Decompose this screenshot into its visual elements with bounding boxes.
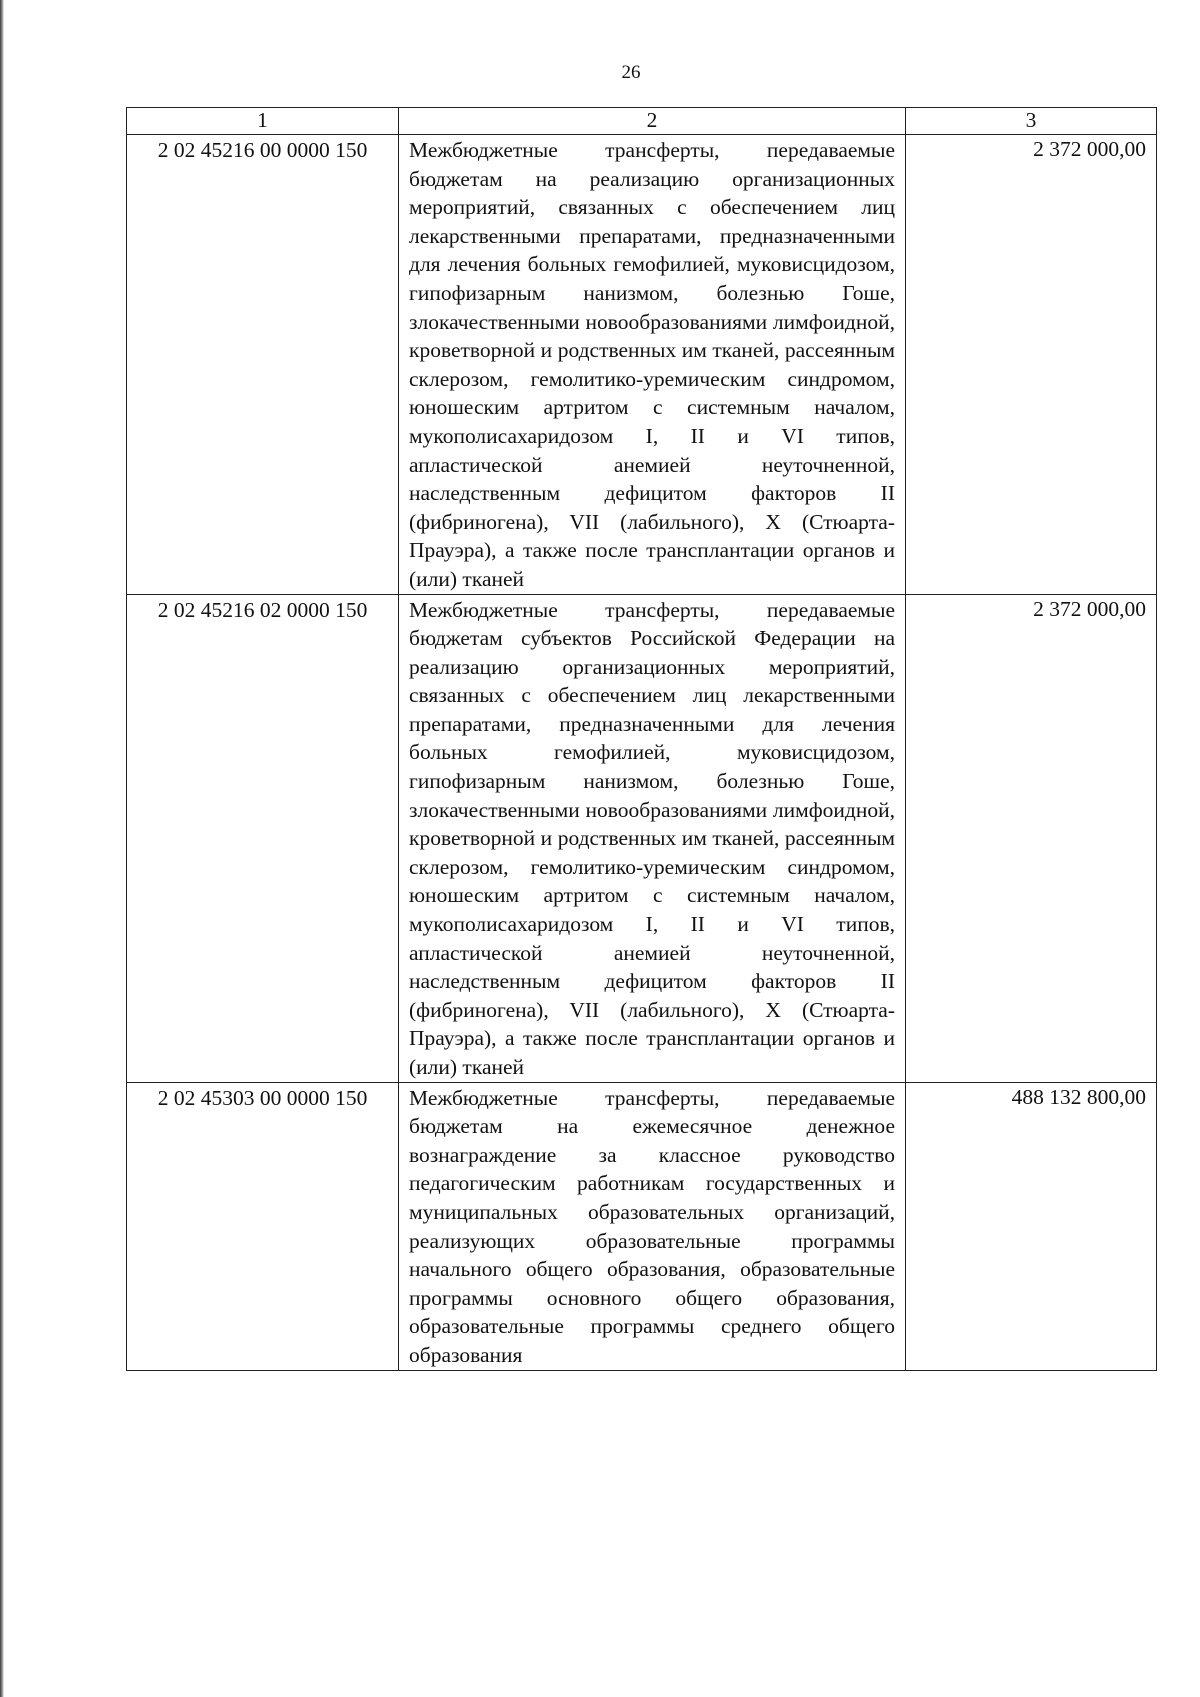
table-row: [127, 594, 1157, 1082]
amount: 488 132 800,00: [906, 1082, 1157, 1370]
column-header-1: 1: [127, 108, 399, 135]
table-body: [127, 135, 1157, 1371]
table-row: [127, 135, 1157, 595]
column-header-2: 2: [399, 108, 906, 135]
page-number: 26: [621, 62, 641, 83]
budget-code: 2 02 45216 00 0000 150: [127, 135, 399, 595]
table-row: [127, 1082, 1157, 1370]
budget-code: 2 02 45216 02 0000 150: [127, 594, 399, 1082]
transfer-description: Межбюджетные трансферты, передаваемые бюджетам на ежемесячное денежное вознаграждение за классное руководство педагогическим работникам государственных и муниципальных образовательных организаций, реализующих образовательные программы начального общего образования, образовательные программы основного общего образования, образовательные программы среднего общего образования: [399, 1082, 906, 1370]
table-header: [127, 108, 1157, 135]
scan-edge: [0, 0, 4, 1697]
transfer-description: Межбюджетные трансферты, передаваемые бюджетам на реализацию организационных мероприятий, связанных с обеспечением лиц лекарственными препаратами, предназначенными для лечения больных гемофилией, муковисцидозом, гипофизарным нанизмом, болезнью Гоше, злокачественными новообразованиями лимфоидной, кроветворной и родственных им тканей, рассеянным склерозом, гемолитико-уремическим синдромом, юношеским артритом с системным началом, мукополисахаридозом I, II и VI типов, апластической анемией неуточненной, наследственным дефицитом факторов II (фибриногена), VII (лабильного), X (Стюарта-Прауэра), а также после трансплантации органов и (или) тканей: [399, 135, 906, 595]
transfer-description: Межбюджетные трансферты, передаваемые бюджетам субъектов Российской Федерации на реализацию организационных мероприятий, связанных с обеспечением лиц лекарственными препаратами, предназначенными для лечения больных гемофилией, муковисцидозом, гипофизарным нанизмом, болезнью Гоше, злокачественными новообразованиями лимфоидной, кроветворной и родственных им тканей, рассеянным склерозом, гемолитико-уремическим синдромом, юношеским артритом с системным началом, мукополисахаридозом I, II и VI типов, апластической анемией неуточненной, наследственным дефицитом факторов II (фибриногена), VII (лабильного), X (Стюарта-Прауэра), а также после трансплантации органов и (или) тканей: [399, 594, 906, 1082]
budget-code: 2 02 45303 00 0000 150: [127, 1082, 399, 1370]
amount: 2 372 000,00: [906, 594, 1157, 1082]
column-header-3: 3: [906, 108, 1157, 135]
amount: 2 372 000,00: [906, 135, 1157, 595]
header-row: [127, 108, 1157, 135]
budget-table: [126, 107, 1157, 1371]
